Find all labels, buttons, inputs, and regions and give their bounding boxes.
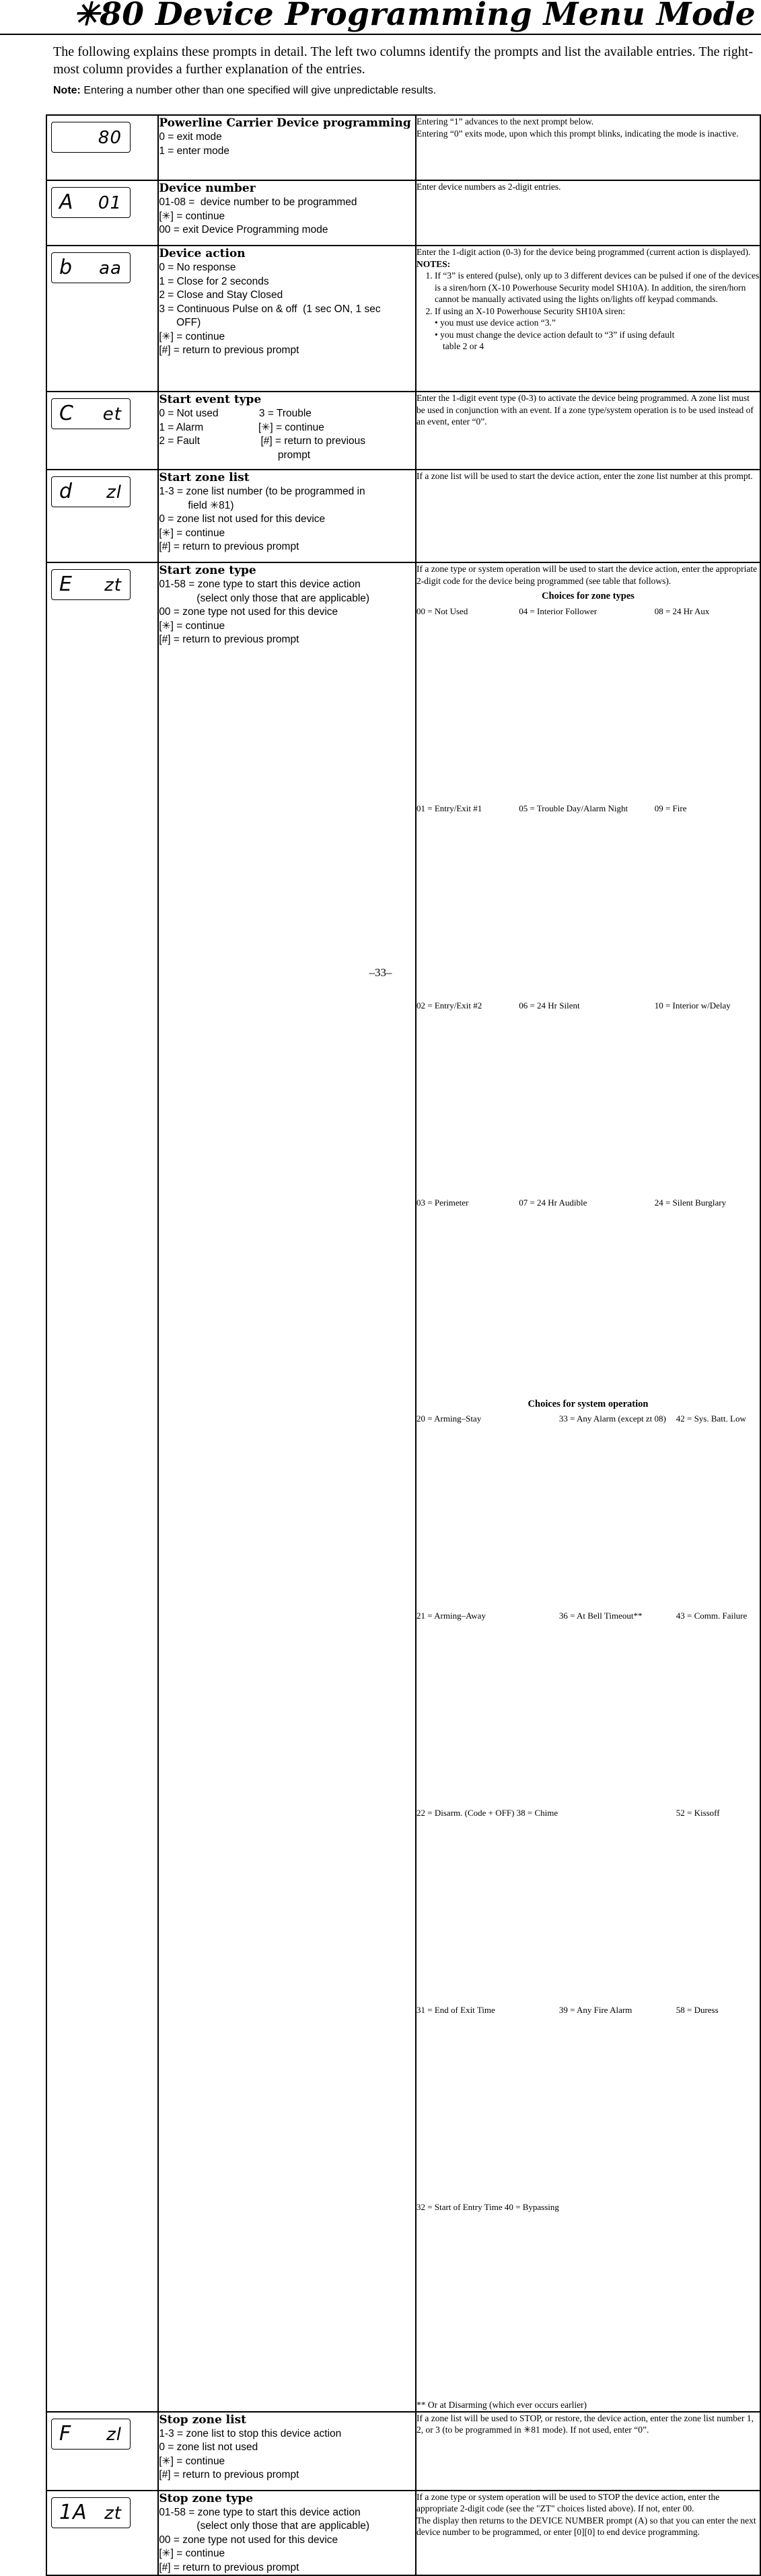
prompt-option: 1 = enter mode <box>159 145 230 157</box>
system-ops-heading: Choices for system operation <box>528 1398 649 1409</box>
code-row <box>416 2202 760 2399</box>
prompt-cell <box>158 470 416 562</box>
code-cell: 00 = Not Used <box>416 605 468 616</box>
code-cell: 04 = Interior Follower <box>519 605 597 616</box>
code-cell: 21 = Arming–Away <box>416 1611 486 1621</box>
keypad-display-cell <box>46 2412 158 2491</box>
table-row <box>46 392 760 470</box>
code-cell: 02 = Entry/Exit #2 <box>416 1000 482 1010</box>
note-item: 1. If “3” is entered (pulse), only up to 3 different devices can be pulsed if one of the devices is a siren/horn (X-10 Powerhouse Security model SH10A). In addition, the siren/horn cannot be manually activated using the lights on/lights off keypad commands. <box>435 270 760 305</box>
explanation-cell <box>416 392 760 470</box>
prompt-option: [✳] = continue <box>159 330 225 342</box>
note-label: Note: <box>53 85 81 96</box>
explanation-cell <box>416 562 760 2412</box>
prompt-option: 2 = Close and Stay Closed <box>159 289 283 301</box>
explanation-text: If a zone type or system operation will be used to start the device action, enter the appropriate 2-digit code for the device being programmed (see table that follows). <box>416 564 758 586</box>
prompt-option: 00 = exit Device Programming mode <box>159 224 328 235</box>
code-cell: 24 = Silent Burglary <box>654 1197 727 1208</box>
prompt-option: 0 = zone list not used for this device <box>159 513 326 525</box>
code-cell: 10 = Interior w/Delay <box>654 1000 731 1010</box>
code-cell: 08 = 24 Hr Aux <box>654 605 710 616</box>
prompt-option: 01-58 = zone type to start this device action <box>159 579 361 590</box>
explanation-text: The display then returns to the DEVICE NUMBER prompt (A) so that you can enter the next device number to be programmed, or enter [0][0] to end device programming. <box>416 2515 756 2537</box>
prompt-option: [✳] = continue <box>159 210 225 222</box>
page-number: –33– <box>369 966 392 979</box>
keypad-display <box>51 398 131 429</box>
title-rule <box>0 34 761 35</box>
prompt-option: 3 = Continuous Pulse on & off (1 sec ON, 1 sec <box>159 303 381 315</box>
prompt-option: prompt <box>159 449 311 461</box>
code-cell: 36 = At Bell Timeout** <box>558 1611 643 1621</box>
keypad-display-cell <box>46 2491 158 2576</box>
display-right-text: 80 <box>98 128 122 148</box>
display-right-text: zt <box>104 575 122 595</box>
display-right-text: aa <box>99 258 122 279</box>
display-left-text: E <box>59 573 73 596</box>
keypad-display <box>51 2497 131 2528</box>
explanation-cell <box>416 246 760 392</box>
table-row <box>46 470 760 562</box>
explanation-text: Entering “1” advances to the next prompt below. <box>416 116 594 126</box>
prompt-option: 2 = Fault [#] = return to previous <box>159 435 366 447</box>
table-row <box>46 562 760 2412</box>
prompt-option: 01-58 = zone type to start this device action <box>159 2506 361 2518</box>
prompt-option: [✳] = continue <box>159 620 225 632</box>
prompt-option: [#] = return to previous prompt <box>159 344 299 356</box>
prompt-option: 1 = Close for 2 seconds <box>159 275 269 287</box>
prompt-title: Powerline Carrier Device programming <box>159 116 411 130</box>
prompt-title: Start zone list <box>159 471 250 484</box>
keypad-display-cell <box>46 246 158 392</box>
code-row <box>416 1000 760 1198</box>
display-left-text: 1A <box>59 2500 87 2524</box>
keypad-display-cell <box>46 180 158 246</box>
note <box>53 85 436 97</box>
prompt-option: 00 = zone type not used for this device <box>159 606 338 618</box>
prompt-cell <box>158 2491 416 2576</box>
display-left-text: C <box>59 402 74 425</box>
explanation-text: Entering “0” exits mode, upon which this prompt blinks, indicating the mode is inactive. <box>416 128 739 139</box>
note-text: Entering a number other than one specified will give unpredictable results. <box>80 85 437 96</box>
prompt-option: [#] = return to previous prompt <box>159 634 299 645</box>
explanation-text: If a zone list will be used to STOP, or restore, the device action, enter the zone list number 1, 2, or 3 (to be programmed in ✳81 mode). If not used, enter “0”. <box>416 2413 754 2435</box>
keypad-display <box>51 476 131 507</box>
explanation-text: Enter the 1-digit event type (0-3) to activate the device being programmed. A zone list must be used in conjunction with an event. If a zone type/system operation is to be used instead of an event, enter “0”. <box>416 393 754 427</box>
prompt-title: Start zone type <box>159 564 256 577</box>
explanation-text: Enter the 1-digit action (0-3) for the device being programmed (current action is displayed). <box>416 247 751 257</box>
prompt-option: 0 = exit mode <box>159 131 222 143</box>
bullet-item: table 2 or 4 <box>443 341 484 351</box>
prompt-cell <box>158 246 416 392</box>
table-row <box>46 180 760 246</box>
explanation-cell <box>416 470 760 562</box>
keypad-display-cell <box>46 470 158 562</box>
prompt-option: (select only those that are applicable) <box>159 592 370 604</box>
code-row <box>416 2005 760 2202</box>
code-row <box>416 1611 760 1808</box>
table-row <box>46 246 760 392</box>
table-row <box>46 2412 760 2491</box>
explanation-text: If a zone list will be used to start the device action, enter the zone list number at this prompt. <box>416 471 753 481</box>
prompt-cell <box>158 2412 416 2491</box>
table-row <box>46 115 760 180</box>
code-cell: 31 = End of Exit Time <box>416 2005 495 2015</box>
code-cell <box>559 2202 676 2399</box>
prompt-title: Stop zone list <box>159 2413 247 2427</box>
bullet-item: • you must change the device action default to “3” if using default <box>435 329 675 340</box>
code-cell <box>559 1808 676 2005</box>
prompt-option: [✳] = continue <box>159 527 225 539</box>
prompt-option: (select only those that are applicable) <box>159 2520 370 2532</box>
explanation-cell <box>416 115 760 180</box>
prompt-option: 01-08 = device number to be programmed <box>159 196 357 208</box>
display-left-text: A <box>59 190 74 214</box>
display-right-text: zl <box>106 482 122 503</box>
code-cell: 52 = Kissoff <box>676 1808 720 1818</box>
prompt-cell <box>158 562 416 2412</box>
display-left-text: d <box>59 480 73 503</box>
code-cell: 01 = Entry/Exit #1 <box>416 803 482 813</box>
display-left-text: F <box>59 2421 72 2445</box>
code-cell: 22 = Disarm. (Code + OFF) 38 = Chime <box>416 1808 558 1818</box>
code-row <box>416 1198 760 1395</box>
keypad-display <box>51 252 131 283</box>
prompt-title: Device action <box>159 247 246 260</box>
zone-types-table <box>416 606 760 1395</box>
prompt-title: Start event type <box>159 393 262 406</box>
display-right-text: 01 <box>98 193 122 213</box>
prompts-table <box>46 114 761 2576</box>
display-right-text: et <box>102 404 122 425</box>
bullet-item: • you must use device action “3.” <box>435 318 556 328</box>
prompt-option: OFF) <box>159 317 201 328</box>
page-title: ✳80 Device Programming Menu Mode <box>73 0 756 33</box>
code-cell: 33 = Any Alarm (except zt 08) <box>558 1413 666 1424</box>
prompt-option: [✳] = continue <box>159 2455 225 2467</box>
zone-types-heading: Choices for zone types <box>542 591 635 601</box>
notes-list <box>416 270 760 317</box>
table-row <box>46 2491 760 2576</box>
bullet-list <box>416 317 760 353</box>
prompt-option: 00 = zone type not used for this device <box>159 2534 338 2546</box>
keypad-display-cell <box>46 392 158 470</box>
prompt-option: 0 = zone list not used <box>159 2441 258 2453</box>
keypad-display-cell <box>46 562 158 2412</box>
explanation-cell <box>416 2412 760 2491</box>
code-cell: 06 = 24 Hr Silent <box>519 1000 580 1010</box>
prompt-option: field ✳81) <box>159 499 234 511</box>
code-cell: 03 = Perimeter <box>416 1197 469 1208</box>
prompt-option: [✳] = continue <box>159 2548 225 2559</box>
prompt-title: Stop zone type <box>159 2491 254 2505</box>
prompt-cell <box>158 115 416 180</box>
keypad-display <box>51 187 131 218</box>
display-right-text: zt <box>104 2503 122 2524</box>
system-ops-table <box>416 1413 760 2399</box>
prompt-option: 1 = Alarm [✳] = continue <box>159 421 324 433</box>
prompt-option: [#] = return to previous prompt <box>159 2561 299 2573</box>
keypad-display <box>51 2419 131 2450</box>
code-cell: 07 = 24 Hr Audible <box>519 1197 587 1208</box>
explanation-text: Enter device numbers as 2-digit entries. <box>416 182 561 192</box>
prompt-option: 1-3 = zone list number (to be programmed in <box>159 486 365 497</box>
notes-label: NOTES: <box>416 258 451 269</box>
prompt-title: Device number <box>159 182 256 195</box>
code-cell: 58 = Duress <box>676 2005 719 2015</box>
explanation-text: If a zone type or system operation will be used to STOP the device action, enter the appropriate 2-digit code (see the "ZT" choices listed above). If not, enter 00. <box>416 2491 720 2513</box>
keypad-display-cell <box>46 115 158 180</box>
code-row <box>416 606 760 803</box>
prompt-option: [#] = return to previous prompt <box>159 2469 299 2480</box>
code-row <box>416 1413 760 1611</box>
prompt-option: 0 = Not used 3 = Trouble <box>159 408 312 419</box>
keypad-display <box>51 122 131 153</box>
prompt-option: 1-3 = zone list to stop this device action <box>159 2427 342 2439</box>
code-cell: 09 = Fire <box>654 803 687 813</box>
code-cell: 39 = Any Fire Alarm <box>558 2005 632 2015</box>
prompt-option: [#] = return to previous prompt <box>159 541 299 552</box>
code-row <box>416 1808 760 2005</box>
intro-paragraph: The following explains these prompts in detail. The left two columns identify the prompts and list the available entries. The right-most column provides a further explanation of the entries. <box>53 44 753 77</box>
code-cell: 05 = Trouble Day/Alarm Night <box>519 803 628 813</box>
explanation-cell <box>416 2491 760 2576</box>
display-left-text: b <box>59 256 73 279</box>
prompt-cell <box>158 392 416 470</box>
explanation-cell <box>416 180 760 246</box>
display-right-text: zl <box>106 2424 122 2445</box>
prompt-cell <box>158 180 416 246</box>
prompt-option: 0 = No response <box>159 262 236 273</box>
keypad-display <box>51 569 131 600</box>
code-cell: 32 = Start of Entry Time 40 = Bypassing <box>416 2202 559 2212</box>
code-cell: 43 = Comm. Failure <box>676 1611 748 1621</box>
footnote: ** Or at Disarming (which ever occurs earlier) <box>416 2400 587 2410</box>
code-cell: 42 = Sys. Batt. Low <box>676 1413 746 1424</box>
code-cell: 20 = Arming–Stay <box>416 1413 482 1424</box>
code-cell <box>676 2202 760 2399</box>
note-item: 2. If using an X-10 Powerhouse Security SH10A siren: <box>435 305 760 318</box>
